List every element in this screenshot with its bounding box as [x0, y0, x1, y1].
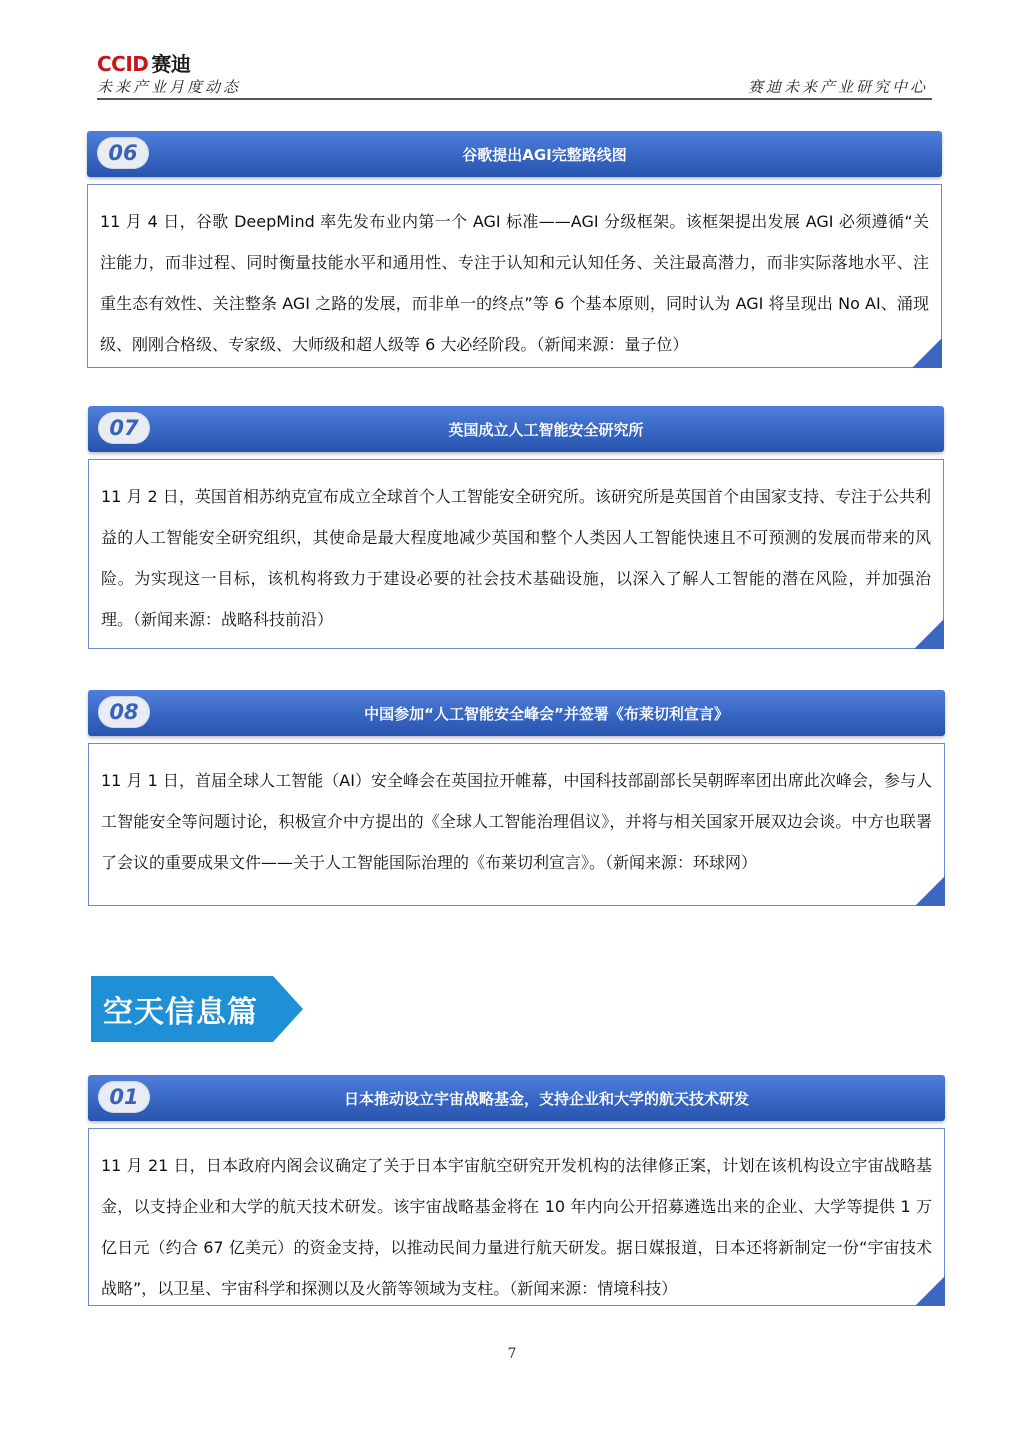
publisher-name: 赛迪未来产业研究中心 [747, 78, 928, 96]
section-number-badge: 07 [98, 412, 150, 444]
page-number: 7 [507, 1346, 517, 1362]
news-section-06 [87, 131, 942, 368]
section-title-bar [88, 1075, 945, 1121]
section-body-text: 11 月 2 日，英国首相苏纳克宣布成立全球首个人工智能安全研究所。该研究所是英国首个由国家支持、专注于公共利益的人工智能安全研究组织，其使命是最大程度地减少英国和整个人类因人工智能快速且不可预测的发展而带来的风险。为实现这一目标，该机构将致力于建设必要的社会技术基础设施，以深入了解人工智能的潜在风险，并加强治理。（新闻来源：战略科技前沿） [101, 487, 931, 629]
section-content-box [87, 184, 942, 368]
section-title-bar [88, 406, 944, 452]
section-title: 谷歌提出AGI完整路线图 [462, 145, 627, 164]
section-title-bar [87, 131, 942, 177]
news-section-08 [88, 690, 945, 906]
section-body-text: 11 月 1 日，首届全球人工智能（AI）安全峰会在英国拉开帷幕，中国科技部副部长吴朝晖率团出席此次峰会，参与人工智能安全等问题讨论，积极宣介中方提出的《全球人工智能治理倡议》，并将与相关国家开展双边会谈。中方也联署了会议的重要成果文件——关于人工智能国际治理的《布莱切利宣言》。（新闻来源：环球网） [101, 771, 932, 872]
page-header [97, 48, 932, 96]
section-body-text: 11 月 21 日，日本政府内阁会议确定了关于日本宇宙航空研究开发机构的法律修正案，计划在该机构设立宇宙战略基金，以支持企业和大学的航天技术研发。该宇宙战略基金将在 10 年内向公开招募遴选出来的企业、大学等提供 1 万亿日元（约合 67 亿美元）的资金支持，以推动民间力量进行航天研发。据日媒报道，日本还将新制定一份“宇宙技术战略”，以卫星、宇宙科学和探测以及火箭等领域为支柱。（新闻来源：情境科技） [101, 1156, 932, 1298]
corner-decoration [912, 338, 942, 368]
section-content-box [88, 743, 945, 906]
corner-decoration [914, 619, 944, 649]
section-title: 日本推动设立宇宙战略基金，支持企业和大学的航天技术研发 [343, 1089, 749, 1108]
news-section-07 [88, 406, 944, 649]
logo-cn-text: 赛迪 [151, 52, 191, 76]
section-content-box [88, 1128, 945, 1306]
section-title: 英国成立人工智能安全研究所 [448, 420, 644, 439]
header-divider [97, 98, 932, 100]
corner-decoration [915, 1276, 945, 1306]
ccid-logo [97, 48, 190, 77]
logo-ccid-text: CCID [97, 52, 149, 76]
news-section-space-01 [88, 1075, 945, 1306]
report-subtitle: 未来产业月度动态 [97, 78, 242, 96]
chapter-title: 空天信息篇 [103, 995, 258, 1030]
chapter-heading [91, 976, 303, 1042]
section-content-box [88, 459, 944, 649]
section-title-bar [88, 690, 945, 736]
section-number-badge: 06 [97, 137, 149, 169]
corner-decoration [915, 876, 945, 906]
section-number-badge: 01 [98, 1081, 150, 1113]
section-title: 中国参加“人工智能安全峰会”并签署《布莱切利宣言》 [364, 704, 729, 723]
section-body-text: 11 月 4 日，谷歌 DeepMind 率先发布业内第一个 AGI 标准——AGI 分级框架。该框架提出发展 AGI 必须遵循“关注能力，而非过程、同时衡量技能水平和通用性、专注于认知和元认知任务、关注最高潜力，而非实际落地水平、注重生态有效性、关注整条 AGI 之路的发展，而非单一的终点”等 6 个基本原则，同时认为 AGI 将呈现出 No AI、涌现级、刚刚合格级、专家级、大师级和超人级等 6 大必经阶段。（新闻来源：量子位） [100, 212, 929, 354]
section-number-badge: 08 [98, 696, 150, 728]
